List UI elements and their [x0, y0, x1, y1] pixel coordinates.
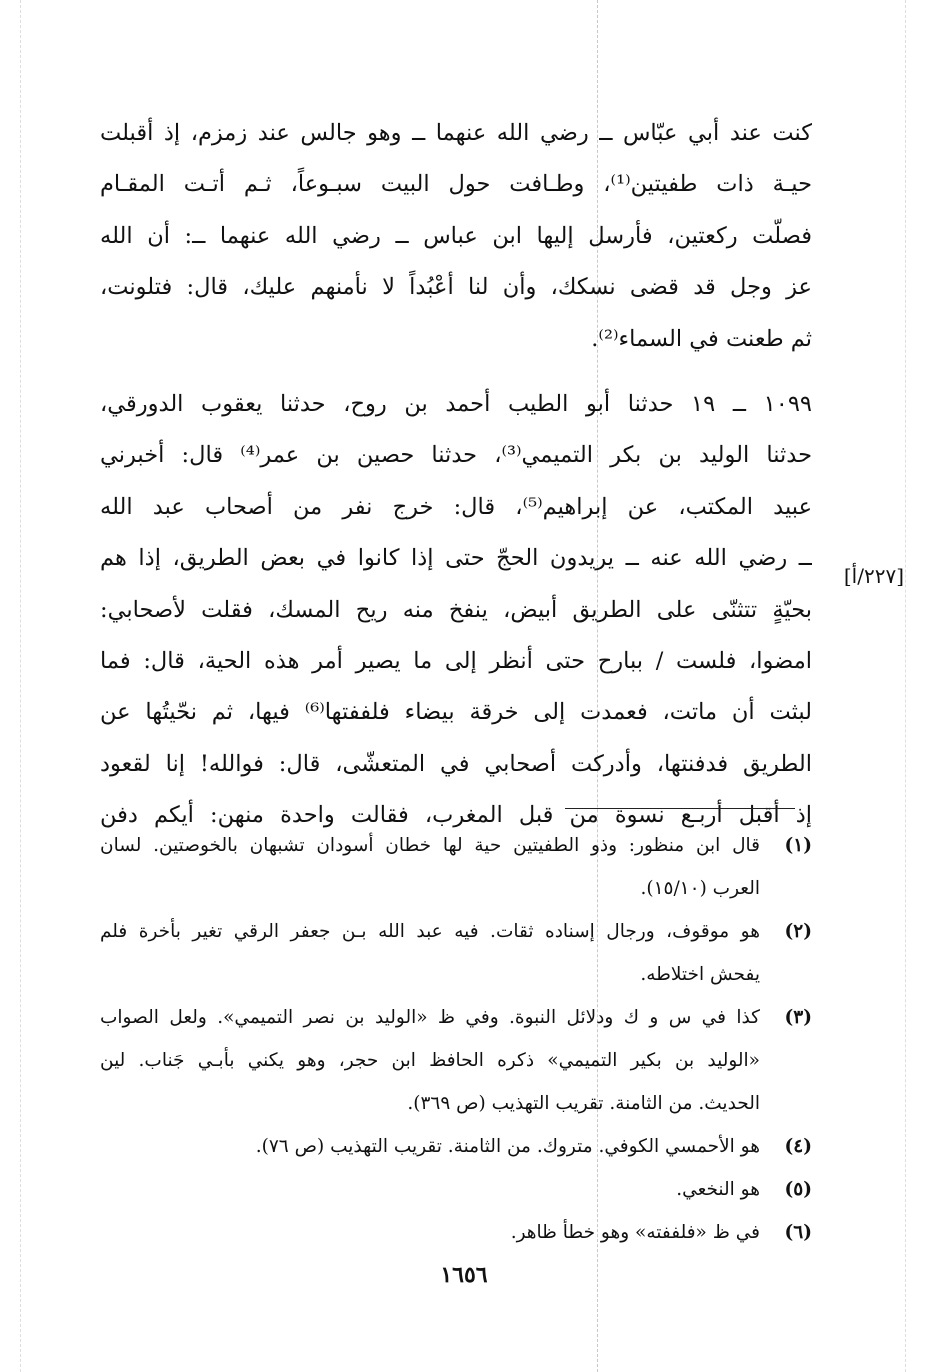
scan-edge-line-left — [20, 0, 21, 1372]
body-line: ثم طعنت في السماء⁽²⁾. — [591, 325, 812, 352]
body-line: امضوا، فلست / ببارح حتى أنظر إلى ما يصير أمر هذه الحية، قال: فما — [100, 647, 812, 674]
body-line: لبثت أن ماتت، فعمدت إلى خرقة بيضاء فلففتها⁽⁶⁾ فيها، ثم نحّيتُها عن — [100, 699, 812, 726]
body-line: كنت عند أبي عبّاس ــ رضي الله عنهما ــ وهو جالس عند زمزم، إذ أقبلت — [100, 120, 812, 146]
footnote-line: الحديث. من الثامنة. تقريب التهذيب (ص ٣٦٩). — [407, 1093, 760, 1114]
body-line: حيـة ذات طفيتين⁽¹⁾، وطـافت حول البيت سبـوعاً، ثـم أتـت المقـام — [100, 171, 812, 198]
footnote — [100, 1211, 812, 1254]
scan-edge-line-right — [905, 0, 906, 1372]
footnote-number: (١) — [784, 835, 812, 856]
footnotes — [100, 824, 812, 1254]
footnote-line: يفحش اختلاطه. — [640, 964, 760, 985]
footnote-line: في ظ «فلففته» وهو خطأ ظاهر. — [510, 1222, 760, 1243]
footnote-line: هو الأحمسي الكوفي. متروك. من الثامنة. تقريب التهذيب (ص ٧٦). — [255, 1136, 760, 1157]
footnote — [100, 910, 812, 996]
body-line: ــ رضي الله عنه ــ يريدون الحجّ حتى إذا كانوا في بعض الطريق، إذا هم — [100, 545, 812, 572]
footnote-line: «الوليد بن بكير التميمي» ذكره الحافظ ابن حجر، وهو يكني بأبـي جَناب. لين — [100, 1050, 760, 1071]
footnote — [100, 1168, 812, 1211]
body-line: حدثنا الوليد بن بكر التميمي⁽³⁾، حدثنا حصين بن عمر⁽⁴⁾ قال: أخبرني — [100, 442, 812, 469]
body-line: عز وجل قد قضى نسكك، وأن لنا أعْبُداً لا نأمنهم عليك، قال: فتلونت، — [100, 274, 812, 301]
body-line: الطريق فدفنتها، وأدركت أصحابي في المتعشّى، قال: فوالله! إنا لقعود — [100, 750, 812, 777]
body-line: عبيد المكتب، عن إبراهيم⁽⁵⁾، قال: خرج نفر من أصحاب عبد الله — [100, 493, 812, 520]
footnote-line: قال ابن منظور: وذو الطفيتين حية لها خطان أسودان تشبهان بالخوصتين. لسان — [100, 835, 760, 856]
footnote-number: (٥) — [784, 1179, 812, 1200]
paragraph-gap — [100, 365, 812, 379]
footnote-number: (٦) — [784, 1222, 812, 1243]
footnote — [100, 1125, 812, 1168]
footnote-line: هو موقوف، ورجال إسناده ثقات. فيه عبد الله بـن جعفر الرقي تغير بأخرة فلم — [100, 921, 760, 942]
hadith-number-line: ١٠٩٩ ــ ١٩ حدثنا أبو الطيب أحمد بن روح، حدثنا يعقوب الدورقي، — [100, 390, 812, 417]
main-text — [100, 108, 812, 841]
body-line: إذ أقبل أربـع نسوة من قبل المغرب، فقالت واحدة منهن: أيكم دفن — [100, 802, 812, 829]
footnote-number: (٤) — [784, 1136, 812, 1157]
footnote-line: كذا في س و ك ودلائل النبوة. وفي ظ «الوليد بن نصر التميمي». ولعل الصواب — [100, 1007, 760, 1028]
page-number: ١٦٥٦ — [440, 1262, 488, 1288]
footnote-separator — [565, 808, 795, 809]
footnote-line: العرب (١٥/١٠). — [640, 878, 760, 899]
body-line: فصلّت ركعتين، فأرسل إليها ابن عباس ــ رضي الله عنهما ــ: أن الله — [100, 222, 812, 249]
footnote-number: (٢) — [784, 921, 812, 942]
manuscript-folio-marker: [٢٢٧/أ] — [843, 564, 904, 588]
footnote — [100, 824, 812, 910]
body-line: بحيّةٍ تتثنّى على الطريق أبيض، ينفخ منه ريح المسك، فقلت لأصحابي: — [100, 596, 812, 623]
footnote-line: هو النخعي. — [676, 1179, 760, 1200]
footnote-number: (٣) — [784, 1007, 812, 1028]
footnote — [100, 996, 812, 1125]
